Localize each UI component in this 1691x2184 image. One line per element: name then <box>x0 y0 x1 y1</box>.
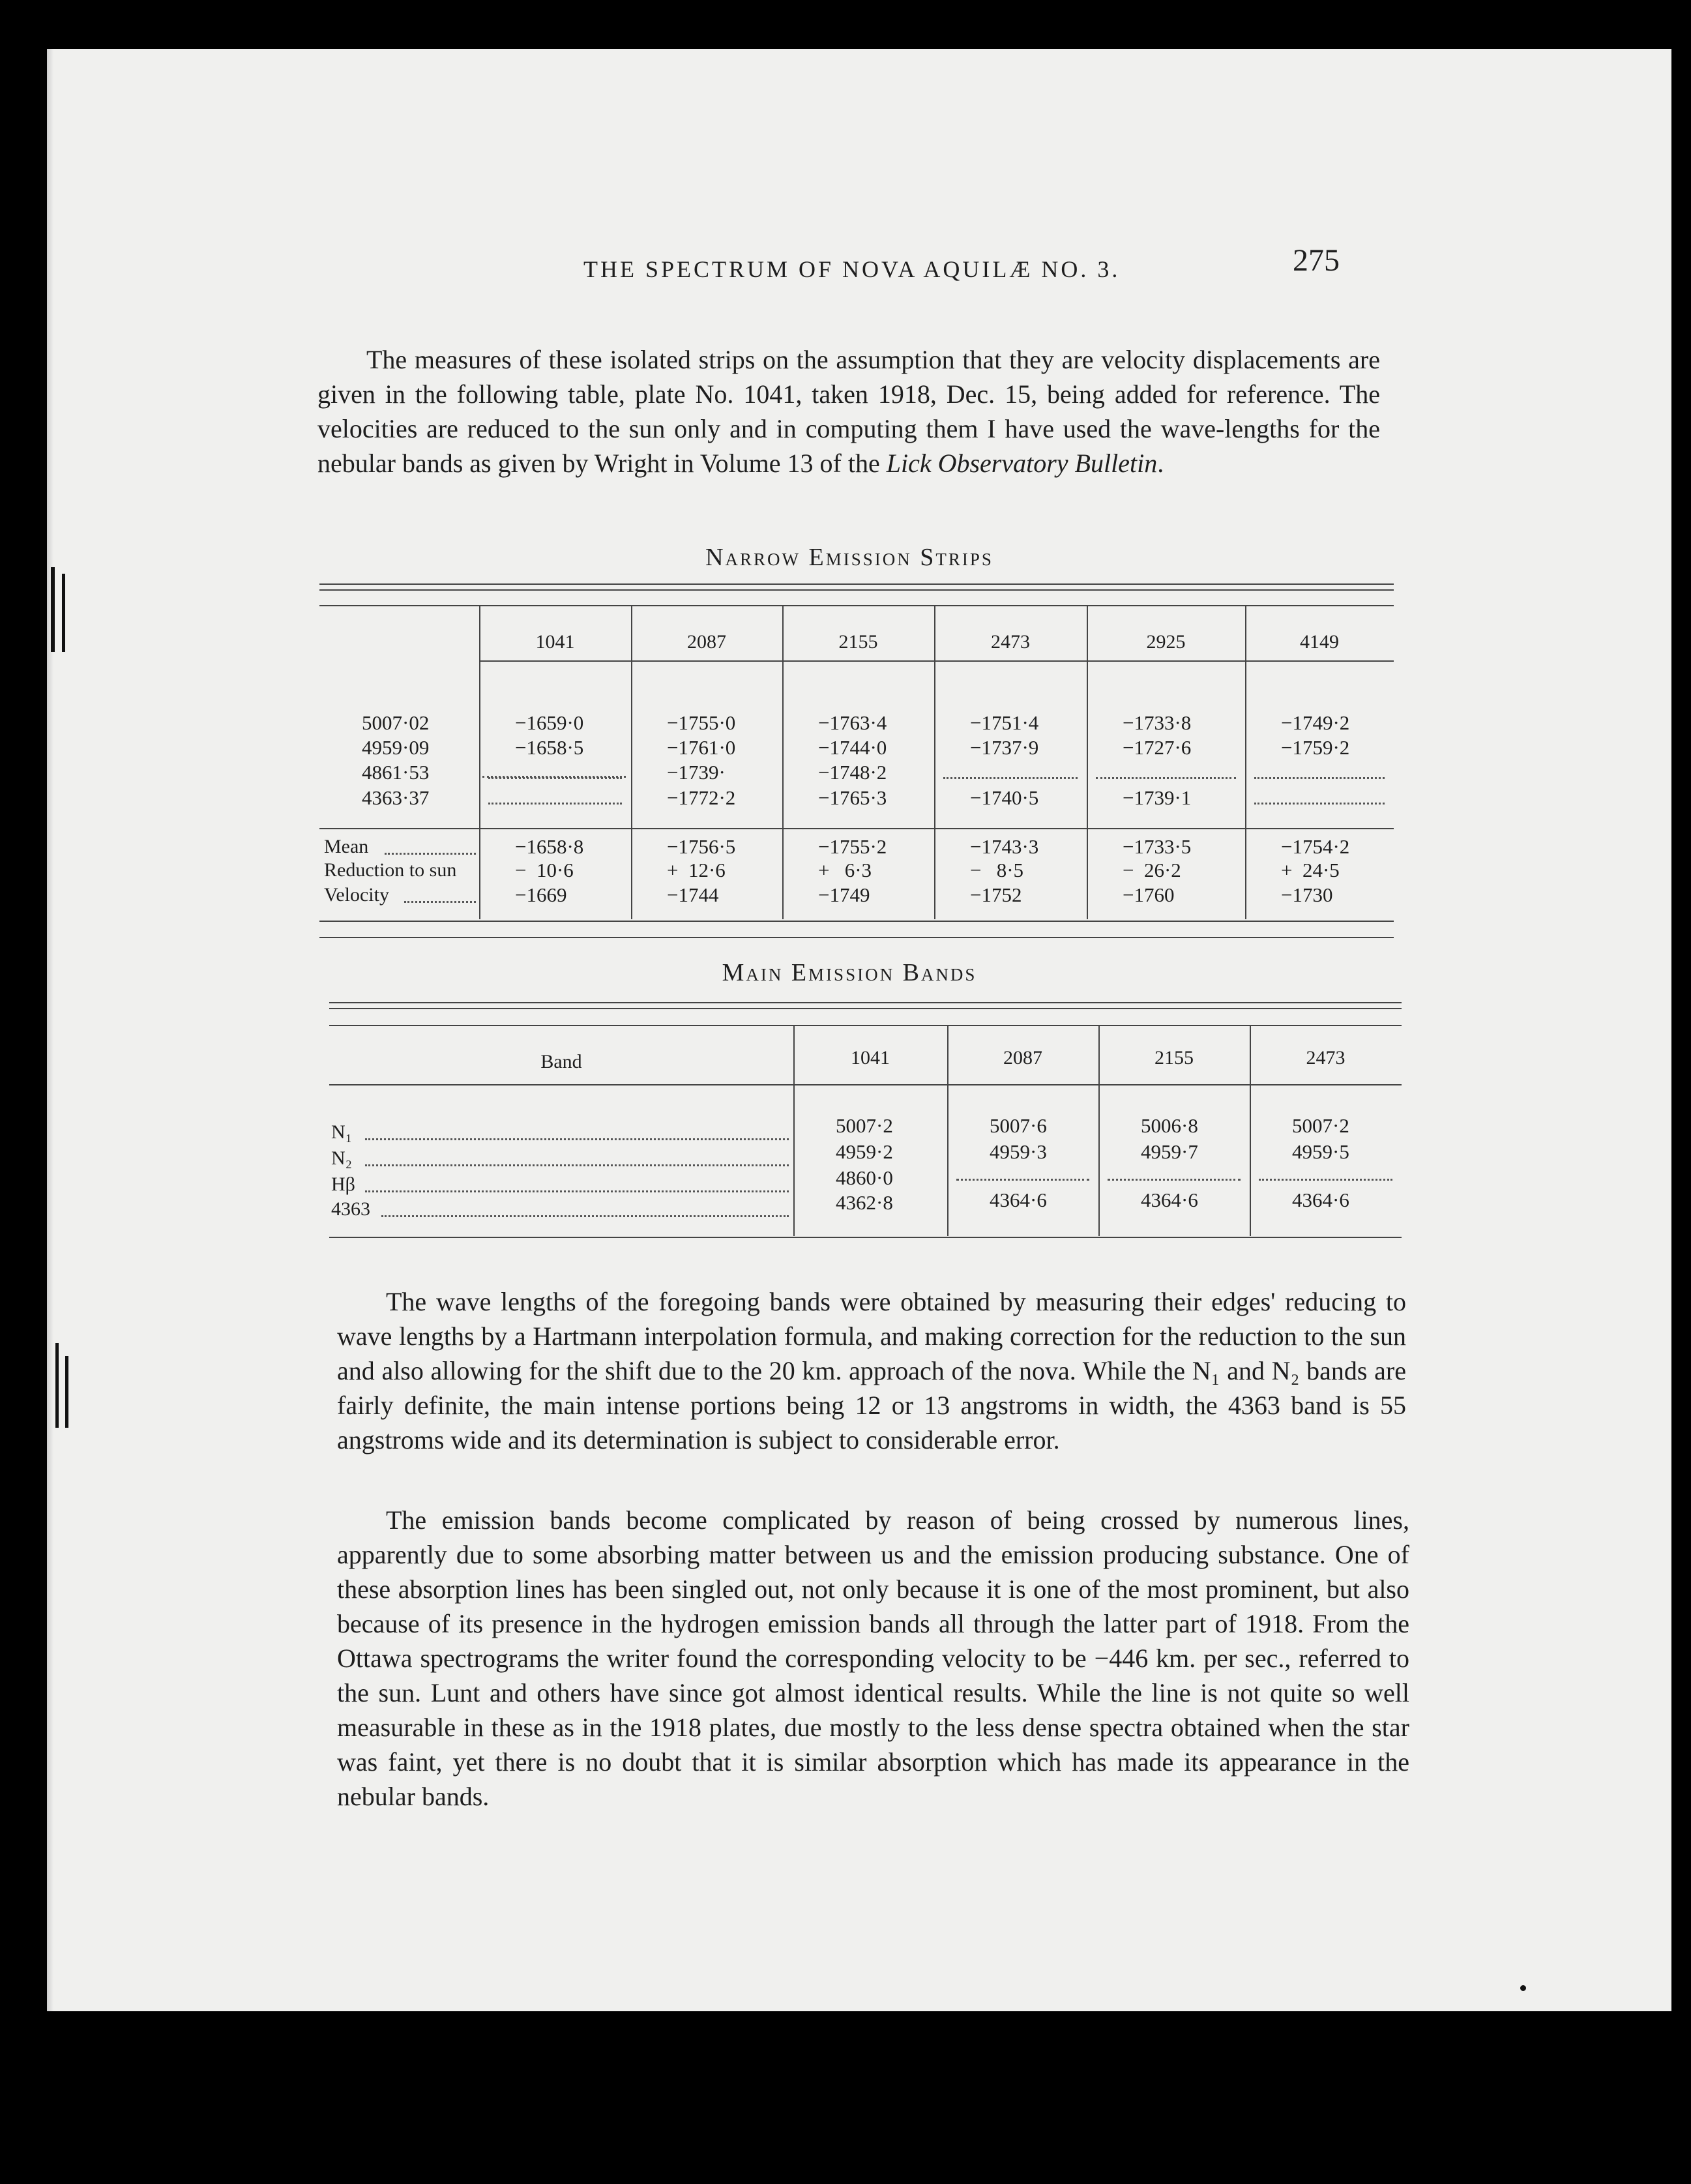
table1-summary-label: Mean <box>324 836 369 857</box>
table1-col-rule <box>934 606 935 919</box>
table1-value: −1659·0 <box>515 711 584 734</box>
table1-column-header: 2155 <box>838 631 878 653</box>
intro-end: . <box>1157 449 1164 478</box>
table2-caption: Main Emission Bands <box>722 959 977 986</box>
table1-label-leader <box>385 853 476 855</box>
table2-column-header: 1041 <box>851 1047 890 1069</box>
absorption-text: The emission bands become complicated by reason of being crossed by numerous lines, apparently due to some absorbing matter between us and the emission producing substance. One of these absorption lines has been singled out, not only because it is one of the most prominent, but also because of its presence in the hydrogen emission bands all through the latter part of 1918. From the Ottawa spectrograms the writer found the corresponding velocity to be −446 km. per sec., referred to the sun. Lunt and others have since got almost identical results. While the line is not quite so well measurable in these as in the 1918 plates, due mostly to the less dense spectra obtained when the star was faint, yet there is no doubt that it is similar absorption which has made its appearance in the nebular bands. <box>337 1505 1409 1811</box>
table2-band-leader <box>381 1215 789 1217</box>
table2-value: 5007·6 <box>990 1114 1047 1137</box>
table2-column-header: 2473 <box>1306 1047 1345 1069</box>
table1-summary-value: −1755·2 <box>818 835 887 858</box>
table1-label-leader <box>404 901 476 903</box>
table1-summary-value: −1760 <box>1123 883 1175 906</box>
table1-summary-value: −1730 <box>1281 883 1333 906</box>
table2-band-label: Hβ <box>331 1173 355 1195</box>
table1-value: −1733·8 <box>1123 711 1192 734</box>
table1-empty-cell <box>1096 777 1236 779</box>
table2-value: 4364·6 <box>990 1188 1047 1211</box>
bulletin-title: Lick Observatory Bulletin <box>886 449 1158 478</box>
table1-value: −1763·4 <box>818 711 887 734</box>
table1-wavelength-label: 4363·37 <box>362 786 430 809</box>
table1-value: −1727·6 <box>1123 736 1192 759</box>
page-gutter <box>47 49 53 2011</box>
scan-dot <box>1520 1985 1526 1991</box>
table2-value: 5006·8 <box>1141 1114 1198 1137</box>
table1-empty-cell <box>488 803 622 804</box>
table1-wavelength-label: 5007·02 <box>362 711 430 734</box>
table1-value: −1737·9 <box>970 736 1039 759</box>
table1-summary-value: − 10·6 <box>515 859 574 881</box>
wavelength-text: The wave lengths of the foregoing bands were obtained by measuring their edges' reducing to wave lengths by a Hartmann interpolation formula, and making correction for the reduction to the sun and also allowing for the shift due to the 20 km. approach of the nova. While the N₁ and N₂ bands are fairly definite, the main intense portions being 12 or 13 angstroms in width, the 4363 band is 55 angstroms wide and its determination is subject to considerable error. <box>337 1287 1406 1454</box>
table2-value: 5007·2 <box>836 1114 893 1137</box>
table2-band-label: N₁ <box>331 1121 353 1143</box>
table1-wavelength-label: 4959·09 <box>362 736 430 759</box>
table1-value: −1761·0 <box>667 736 736 759</box>
table1-col-rule <box>1245 606 1246 919</box>
table2-empty-cell <box>1108 1179 1241 1181</box>
table2-empty-cell <box>1259 1179 1392 1181</box>
table1-value: −1749·2 <box>1281 711 1350 734</box>
scan-mark <box>51 567 55 652</box>
table1-summary-value: + 6·3 <box>818 859 872 881</box>
table2-band-label: 4363 <box>331 1198 370 1220</box>
table1-empty-cell <box>1254 777 1385 779</box>
table1-value: −1751·4 <box>970 711 1039 734</box>
table1-value: −1744·0 <box>818 736 887 759</box>
running-title: THE SPECTRUM OF NOVA AQUILÆ NO. 3. <box>583 256 1121 282</box>
table2-top-rule <box>329 1002 1402 1003</box>
table1-col-rule <box>479 606 480 919</box>
table2-empty-cell <box>956 1179 1089 1181</box>
table1-summary-value: + 12·6 <box>667 859 726 881</box>
table1-col-rule <box>1087 606 1088 919</box>
table2-top-rule <box>329 1008 1402 1009</box>
table1-summary-value: + 24·5 <box>1281 859 1340 881</box>
table1-sum-rule <box>319 828 1394 829</box>
table2-band-leader <box>365 1190 789 1192</box>
table1-value: −1755·0 <box>667 711 736 734</box>
table2-column-header: 2155 <box>1154 1047 1194 1069</box>
table1-column-header: 1041 <box>535 631 575 653</box>
table2-value: 4959·5 <box>1292 1140 1349 1163</box>
table1-column-header: 2473 <box>991 631 1030 653</box>
intro-paragraph <box>317 342 1380 480</box>
table1-bottom-rule <box>319 921 1394 922</box>
table2-band-leader <box>365 1164 789 1166</box>
table2-bottom-rule <box>329 1237 1402 1238</box>
table1-summary-value: −1749 <box>818 883 870 906</box>
table1-value: −1658·5 <box>515 736 584 759</box>
table2-top-rule <box>329 1025 1402 1026</box>
table2-head-rule <box>329 1084 1402 1085</box>
table2-band-leader <box>365 1138 789 1140</box>
table1-summary-value: −1658·8 <box>515 835 584 858</box>
table1-empty-cell <box>943 777 1078 779</box>
table1-summary-value: − 26·2 <box>1123 859 1181 881</box>
table1-bottom-rule <box>319 937 1394 938</box>
table2-column-header: 2087 <box>1003 1047 1042 1069</box>
table1-column-header: 2087 <box>687 631 726 653</box>
table1-summary-value: − 8·5 <box>970 859 1024 881</box>
table1-summary-value: −1733·5 <box>1123 835 1192 858</box>
table1-top-rule <box>319 583 1394 585</box>
table2-value: 4959·3 <box>990 1140 1047 1163</box>
table1-value: −1759·2 <box>1281 736 1350 759</box>
table1-column-header: 4149 <box>1300 631 1339 653</box>
table1-summary-label: Reduction to sun <box>324 859 457 881</box>
table2-value: 4362·8 <box>836 1191 893 1214</box>
table2-value: 5007·2 <box>1292 1114 1349 1137</box>
table1-label-dots <box>482 776 626 778</box>
table1-value: −1748·2 <box>818 761 887 784</box>
table1-value: −1772·2 <box>667 786 736 809</box>
table1-value: −1739· <box>667 761 726 784</box>
table1-wavelength-label: 4861·53 <box>362 761 430 784</box>
scan-mark <box>65 1356 68 1428</box>
table1-summary-value: −1743·3 <box>970 835 1039 858</box>
table1-value: −1739·1 <box>1123 786 1192 809</box>
table1-summary-value: −1669 <box>515 883 567 906</box>
table1-summary-value: −1754·2 <box>1281 835 1350 858</box>
table2-value: 4364·6 <box>1292 1188 1349 1211</box>
table1-empty-cell <box>1254 803 1385 804</box>
intro-text: The measures of these isolated strips on the assumption that they are velocity displacements are given in the following table, plate No. 1041, taken 1918, Dec. 15, being added for reference. The velocities are reduced to the sun only and in computing them I have used the wave-lengths for the nebular bands as given by Wright in Volume 13 of the <box>317 345 1380 478</box>
table1-top-rule <box>319 589 1394 591</box>
table1-value: −1765·3 <box>818 786 887 809</box>
table2-band-header: Band <box>540 1051 582 1072</box>
table1-value: −1740·5 <box>970 786 1039 809</box>
table1-column-header: 2925 <box>1146 631 1186 653</box>
table2-band-label: N₂ <box>331 1147 353 1169</box>
scan-mark <box>62 574 65 652</box>
table1-summary-value: −1752 <box>970 883 1022 906</box>
table2-value: 4860·0 <box>836 1166 893 1189</box>
table1-summary-value: −1756·5 <box>667 835 736 858</box>
page-number: 275 <box>1293 243 1340 278</box>
scan-mark <box>55 1343 59 1428</box>
absorption-paragraph <box>337 1503 1409 1814</box>
table1-top-rule <box>319 605 1394 606</box>
table1-caption: Narrow Emission Strips <box>705 544 993 571</box>
wavelength-paragraph <box>337 1284 1406 1457</box>
table1-col-rule <box>631 606 632 919</box>
table2-value: 4364·6 <box>1141 1188 1198 1211</box>
table1-head-rule <box>479 660 1394 662</box>
table1-summary-label: Velocity <box>324 884 389 906</box>
table2-value: 4959·2 <box>836 1140 893 1163</box>
table1-col-rule <box>782 606 784 919</box>
table2-value: 4959·7 <box>1141 1140 1198 1163</box>
table1-summary-value: −1744 <box>667 883 719 906</box>
